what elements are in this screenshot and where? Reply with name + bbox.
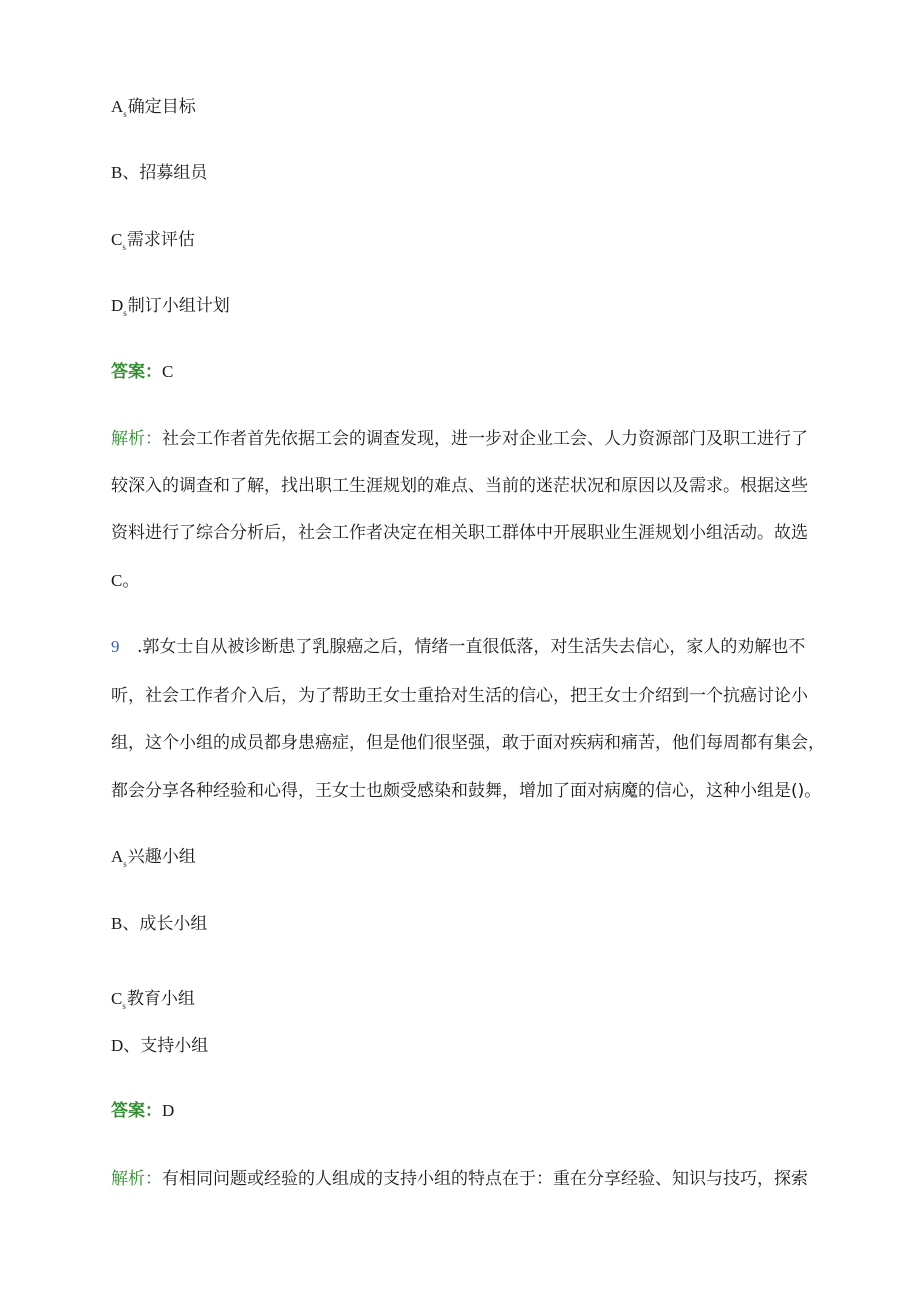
q9-answer <box>111 1099 174 1123</box>
option-letter: B <box>111 914 123 933</box>
analysis-text: 资料进行了综合分析后，社会工作者决定在相关职工群体中开展职业生涯规划小组活动。故选 <box>111 523 808 543</box>
q9-question-line-4 <box>111 779 821 803</box>
q9-option-b <box>111 912 207 936</box>
option-letter: C <box>111 989 123 1008</box>
option-text: 兴趣小组 <box>127 847 196 867</box>
question-text: 组，这个小组的成员都身患癌症，但是他们很坚强，敢于面对疾病和痛苦，他们每周都有集会， <box>111 733 825 753</box>
option-separator: s <box>123 308 127 318</box>
q8-analysis-line-1 <box>111 427 808 451</box>
q8-answer <box>111 360 173 384</box>
option-text: 教育小组 <box>126 989 195 1009</box>
question-number: 9 <box>111 637 120 656</box>
answer-label: 答案： <box>111 362 162 382</box>
question-text: .郭女士自从被诊断患了乳腺癌之后，情绪一直很低落，对生活失去信心，家人的劝解也不 <box>137 637 806 657</box>
option-separator: 、 <box>122 914 140 934</box>
option-separator: 、 <box>123 1036 141 1056</box>
q8-option-c <box>111 228 195 254</box>
option-text: 招募组员 <box>139 163 208 183</box>
option-separator: 、 <box>122 163 140 183</box>
q8-analysis-line-3 <box>111 521 808 545</box>
q8-analysis-line-4 <box>111 569 139 593</box>
option-letter: A <box>111 847 124 866</box>
analysis-text: 有相同问题或经验的人组成的支持小组的特点在于：重在分享经验、知识与技巧，探索 <box>162 1169 808 1189</box>
answer-value: D <box>162 1101 175 1120</box>
option-text: 制订小组计划 <box>127 296 230 316</box>
option-separator: s <box>122 1001 126 1011</box>
analysis-label: 解析： <box>111 1169 162 1189</box>
option-letter: D <box>111 296 124 315</box>
q9-question-line-1 <box>111 635 805 659</box>
q8-option-a <box>111 95 196 121</box>
option-separator: s <box>122 242 126 252</box>
analysis-text: C。 <box>111 571 140 590</box>
option-letter: A <box>111 97 124 116</box>
option-letter: B <box>111 163 123 182</box>
q8-analysis-line-2 <box>111 474 808 498</box>
analysis-label: 解析： <box>111 429 162 449</box>
option-separator: s <box>123 109 127 119</box>
option-text: 支持小组 <box>140 1036 209 1056</box>
q9-option-d <box>111 1034 208 1058</box>
q9-question-line-2 <box>111 684 808 708</box>
option-text: 确定目标 <box>127 97 196 117</box>
q8-option-d <box>111 294 230 320</box>
q9-option-a <box>111 845 196 871</box>
answer-value: C <box>162 362 174 381</box>
option-text: 需求评估 <box>126 230 195 250</box>
question-text: 都会分享各种经验和心得，王女士也颇受感染和鼓舞，增加了面对病魔的信心，这种小组是()。 <box>111 781 822 801</box>
option-text: 成长小组 <box>139 914 208 934</box>
analysis-text: 较深入的调查和了解，找出职工生涯规划的难点、当前的迷茫状况和原因以及需求。根据这些 <box>111 476 808 496</box>
answer-label: 答案： <box>111 1101 162 1121</box>
option-letter: C <box>111 230 123 249</box>
analysis-text: 社会工作者首先依据工会的调查发现，进一步对企业工会、人力资源部门及职工进行了 <box>162 429 808 449</box>
option-separator: s <box>123 859 127 869</box>
q9-question-line-3 <box>111 731 825 755</box>
q9-option-c <box>111 987 195 1013</box>
option-letter: D <box>111 1036 124 1055</box>
question-text: 听，社会工作者介入后，为了帮助王女士重拾对生活的信心，把王女士介绍到一个抗癌讨论小 <box>111 686 808 706</box>
q9-analysis-line-1 <box>111 1167 808 1191</box>
q8-option-b <box>111 161 207 185</box>
